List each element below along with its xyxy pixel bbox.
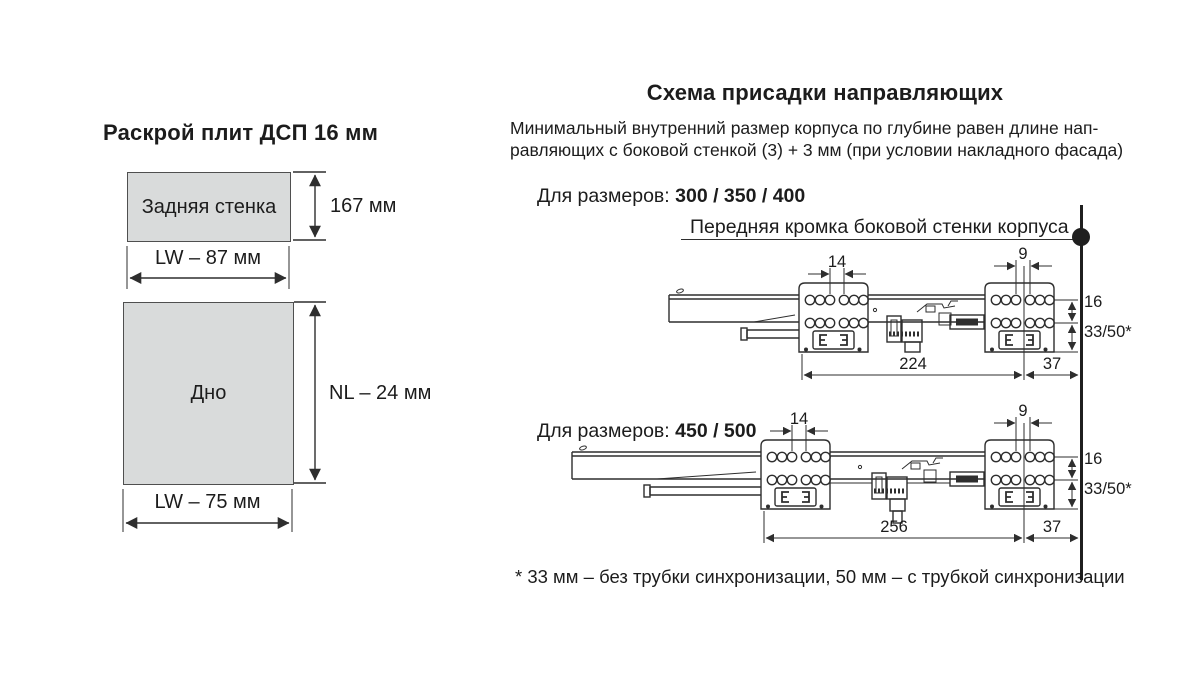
dim-row-gap-1: 16 bbox=[1084, 293, 1103, 311]
brand-plate bbox=[956, 476, 978, 483]
dim-pitch-right-2: 9 bbox=[1018, 402, 1028, 420]
dim-bottom-offset-2: 33/50* bbox=[1084, 480, 1132, 498]
slide-diagram-450-500 bbox=[560, 403, 1145, 553]
dim-span-2: 256 bbox=[880, 518, 908, 536]
sizes-heading-1-label: Для размеров: bbox=[537, 185, 670, 207]
right-bracket bbox=[985, 440, 1054, 509]
right-bracket bbox=[985, 283, 1054, 352]
slide-diagram-300-350-400 bbox=[655, 246, 1145, 390]
back-wall-width-label: LW – 87 мм bbox=[154, 247, 262, 269]
dim-pitch-right-1: 9 bbox=[1018, 245, 1028, 263]
dim-span-1: 224 bbox=[899, 355, 927, 373]
footnote: * 33 мм – без трубки синхронизации, 50 мм – с трубкой синхронизации bbox=[515, 566, 1125, 587]
description-line-1: Минимальный внутренний размер корпуса по глубине равен длине нап- bbox=[510, 118, 1099, 138]
bottom-panel-label: Дно bbox=[190, 382, 227, 404]
description-line-2: равляющих с боковой стенкой (3) + 3 мм (при условии накладного фасада) bbox=[510, 140, 1124, 160]
edge-reference-dot bbox=[1072, 228, 1090, 246]
brand-plate bbox=[956, 319, 978, 326]
back-wall-label: Задняя стенка bbox=[141, 195, 277, 218]
dim-bottom-offset-1: 33/50* bbox=[1084, 323, 1132, 341]
back-wall-height-label: 167 мм bbox=[330, 195, 397, 217]
left-bracket bbox=[761, 440, 830, 509]
dim-row-gap-2: 16 bbox=[1084, 450, 1103, 468]
left-bracket bbox=[799, 283, 868, 352]
sizes-heading-1 bbox=[537, 185, 805, 208]
dim-edge-offset-2: 37 bbox=[1042, 518, 1062, 536]
left-dimension-lines bbox=[0, 0, 500, 674]
bottom-width-label: LW – 75 мм bbox=[154, 491, 261, 513]
front-edge-line bbox=[681, 239, 1081, 240]
bottom-height-label: NL – 24 мм bbox=[329, 382, 432, 404]
dim-pitch-left-2: 14 bbox=[789, 410, 809, 428]
front-edge-label: Передняя кромка боковой стенки корпуса bbox=[690, 216, 1069, 238]
dim-pitch-left-1: 14 bbox=[827, 253, 847, 271]
dim-edge-offset-1: 37 bbox=[1042, 355, 1062, 373]
sizes-heading-2-label: Для размеров: bbox=[537, 420, 670, 442]
sizes-heading-1-values: 300 / 350 / 400 bbox=[675, 185, 806, 207]
right-panel-title: Схема присадки направляющих bbox=[646, 80, 1004, 105]
sizes-heading-2-values: 450 / 500 bbox=[675, 420, 757, 442]
left-panel-title: Раскрой плит ДСП 16 мм bbox=[103, 120, 379, 145]
